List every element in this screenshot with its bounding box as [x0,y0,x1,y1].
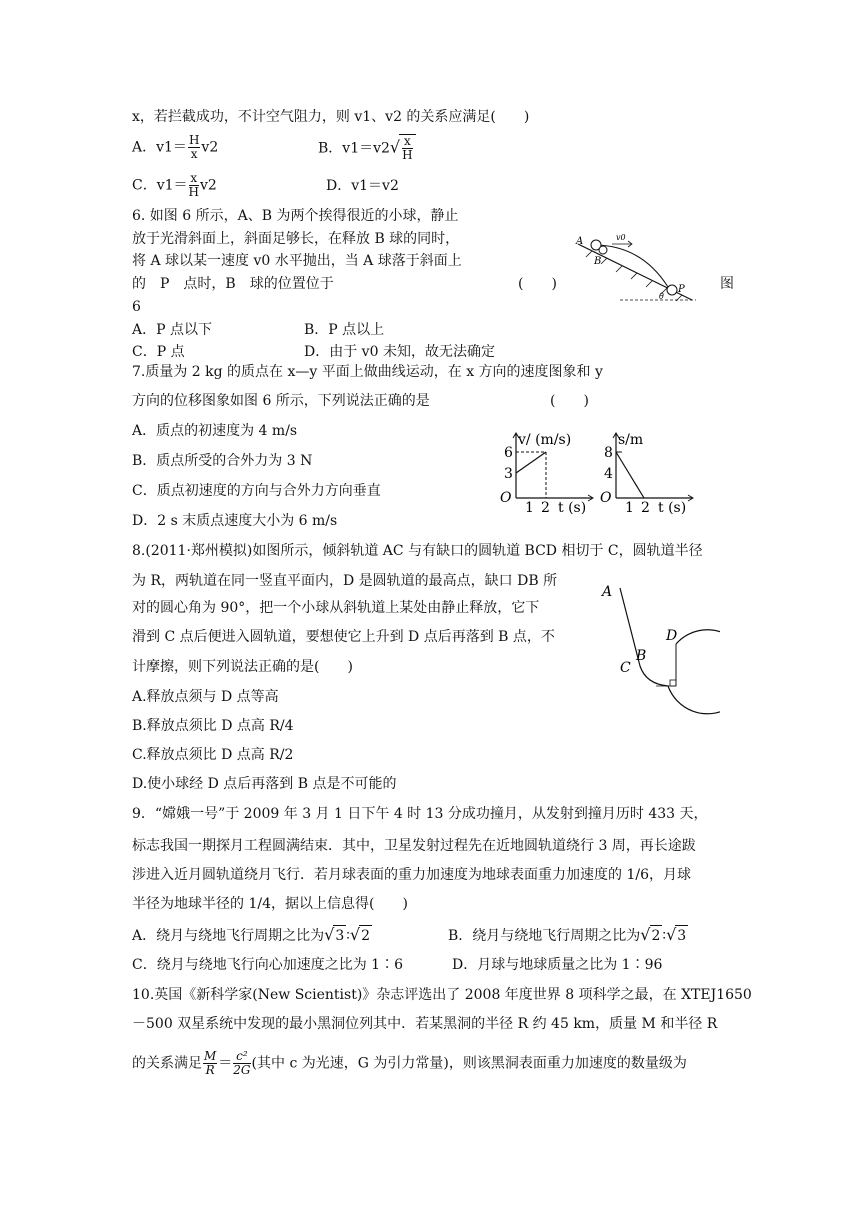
q5-c-fraction: $\frac{x}{H}$ [188,171,199,199]
q8-line-5: 计摩擦，则下列说法正确的是( ) [132,659,353,675]
q7-graph2-ylabel: s/m [618,432,644,448]
q7-graph1-xtick: 2 [541,500,550,514]
q9-option-d: D．月球与地球质量之比为 1∶96 [452,957,663,973]
q5-option-b: B．v1＝v2√ $\frac{x}{H}$ [318,134,416,162]
q9-line-3: 涉进入近月圆轨道绕月飞行．若月球表面的重力加速度为地球表面重力加速度的 1/6，月球 [132,867,691,883]
q8-line-4: 滑到 C 点后便进入圆轨道，要想使它上升到 D 点后再落到 B 点，不 [132,629,555,645]
q6-fig-label-b: B [594,256,602,267]
q7-option-d: D．2 s 末质点速度大小为 6 m/s [132,513,338,529]
q6-line-4: 的 P 点时，B 球的位置位于 [132,276,334,292]
q8-track-figure [590,580,720,715]
q6-option-d: D．由于 v0 未知，故无法确定 [304,344,495,360]
q6-option-b: B．P 点以上 [304,322,385,338]
q6-incline-figure [572,232,702,312]
q8-option-c: C.释放点须比 D 点高 R/2 [132,747,294,763]
q6-answer-paren: ( ) [518,276,557,292]
q8-option-b: B.释放点须比 D 点高 R/4 [132,718,294,734]
q6-line-2: 放于光滑斜面上，斜面足够长，在释放 B 球的同时， [132,231,460,247]
q9-option-a: A．绕月与绕地飞行周期之比为√3 ∶√2 [132,925,371,944]
q5-option-c: C．v1＝ $\frac{x}{H}$ v2 [132,171,217,199]
q9-line-2: 标志我国一期探月工程圆满结束．其中，卫星发射过程先在近地圆轨道绕行 3 周，再长途跋 [132,838,696,854]
q7-graph1-ytick: 6 [504,445,513,461]
q7-graph2-xlabel: t (s) [658,500,687,514]
q5-a-fraction: $\frac{H}{x}$ [188,133,200,161]
q10-line-3: 的关系满足 $\frac{M}{R}$ ＝ $\frac{\text{c²}}{2G}$ (其中 c 为光速，G 为引力常量)，则该黑洞表面重力加速度的数量级为 [132,1049,687,1077]
q6-fig-label-v0: v0 [616,233,626,242]
q7-answer-paren: ( ) [550,393,589,409]
q7-graph1-xlabel: t (s) [558,500,587,514]
q7-line-1: 7.质量为 2 kg 的质点在 x—y 平面上做曲线运动，在 x 方向的速度图象和 y [132,364,603,380]
q6-fig-label-p: P [678,284,685,295]
q9-option-b: B．绕月与绕地飞行周期之比为√2 ∶√3 [448,925,687,944]
q8-fig-label-d: D [666,628,678,644]
q8-line-1: 8.(2011·郑州模拟)如图所示，倾斜轨道 AC 与有缺口的圆轨道 BCD 相切于 C，圆轨道半径 [132,543,703,559]
q8-line-2: 为 R，两轨道在同一竖直平面内，D 是圆轨道的最高点，缺口 DB 所 [132,573,558,589]
q6-option-a: A．P 点以下 [132,322,212,338]
q9-line-4: 半径为地球半径的 1/4，据以上信息得( ) [132,896,408,912]
q7-graph2-ytick: 4 [604,466,613,482]
q6-figure-word: 图 [720,276,734,292]
q6-option-c: C．P 点 [132,344,185,360]
q7-graph1-ylabel: v/ (m/s) [518,432,572,448]
q7-graph1-origin: O [500,490,512,506]
q7-option-b: B．质点所受的合外力为 3 N [132,453,313,469]
q6-fig-label-a: A [576,236,584,247]
q8-fig-label-c: C [620,660,631,676]
q8-line-3: 对的圆心角为 90°，把一个小球从斜轨道上某处由静止释放，它下 [132,600,540,616]
q7-graph2-origin: O [600,490,612,506]
q8-fig-label-b: B [636,648,647,664]
q7-displacement-graph [598,428,698,514]
q10-line-1: 10.英国《新科学家(New Scientist)》杂志评选出了 2008 年度世界 8 项科学之最，在 XTEJ1650 [132,987,752,1003]
q7-option-c: C．质点初速度的方向与合外力方向垂直 [132,483,381,499]
q6-fig-label-theta: θ [659,292,664,301]
q10-line-2: －500 双星系统中发现的最小黑洞位列其中．若某黑洞的半径 R 约 45 km，质量 M 和半径 R [132,1016,718,1032]
q6-line-1: 6. 如图 6 所示，A、B 为两个挨得很近的小球，静止 [132,208,459,224]
q5-stem: x，若拦截成功，不计空气阻力，则 v1、v2 的关系应满足( ) [132,109,530,125]
q6-figure-number: 6 [132,299,141,315]
q7-option-a: A．质点的初速度为 4 m/s [132,423,298,439]
q7-graph2-ytick: 8 [604,445,613,461]
q7-graph2-xtick: 1 [625,500,634,514]
q5-option-d: D．v1＝v2 [326,178,399,194]
q9-option-c: C．绕月与绕地飞行向心加速度之比为 1∶6 [132,957,403,973]
q7-graph1-xtick: 1 [525,500,534,514]
q9-line-1: 9．“嫦娥一号”于 2009 年 3 月 1 日下午 4 时 13 分成功撞月，从发射到撞月历时 433 天， [132,806,708,822]
q7-line-2: 方向的位移图象如图 6 所示，下列说法正确的是 [132,393,430,409]
q7-graph2-xtick: 2 [641,500,650,514]
q7-graph1-ytick: 3 [504,466,513,482]
q8-option-d: D.使小球经 D 点后再落到 B 点是不可能的 [132,776,397,792]
q6-line-3: 将 A 球以某一速度 v0 水平抛出，当 A 球落于斜面上 [132,253,462,269]
q7-velocity-graph [498,428,598,514]
q5-option-a: A．v1＝ $\frac{H}{x}$ v2 [132,133,219,161]
q8-option-a: A.释放点须与 D 点等高 [132,689,279,705]
q8-fig-label-a: A [602,584,613,600]
